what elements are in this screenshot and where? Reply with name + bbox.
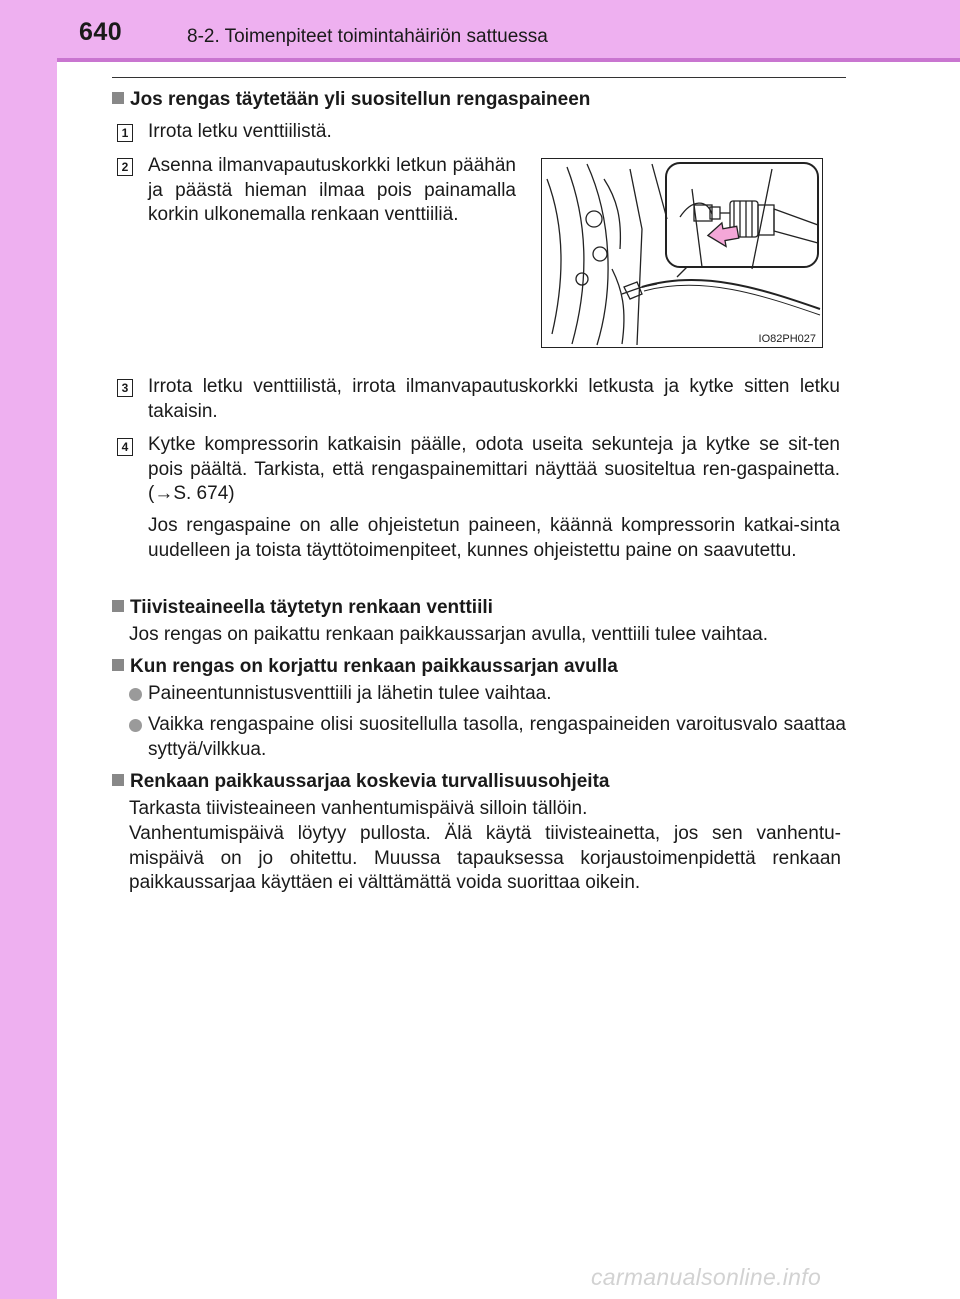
section-heading-safety [112,771,609,793]
square-bullet-icon [112,92,124,104]
page-number: 640 [79,18,123,46]
page-reference-link[interactable]: S. 674 [173,483,229,504]
step-2-text: Asenna ilmanvapautuskorkki letkun päähän ja päästä hieman ilmaa pois painamalla korkin ulkonemalla renkaan venttiiliä. [148,155,516,225]
step-4-text [148,433,840,507]
step-3-text: Irrota letku venttiilistä, irrota ilmanvapautuskorkki letkusta ja kytke sitten letku takaisin. [148,376,840,422]
valve-release-illustration [541,158,823,348]
step-1-text: Irrota letku venttiilistä. [148,121,332,142]
section-heading-text: Kun rengas on korjattu renkaan paikkaussarjan avulla [130,656,618,677]
square-bullet-icon [112,659,124,671]
side-color-band [0,0,57,1299]
section-heading-text: Jos rengas täytetään yli suositellun rengaspaineen [130,89,591,110]
step-number-1: 1 [117,124,133,142]
wheel-valve-drawing [542,159,822,347]
chapter-title: 8-2. Toimenpiteet toimintahäiriön sattuessa [187,26,548,47]
content-divider [112,77,846,78]
safety-paragraph: Vanhentumispäivä löytyy pullosta. Älä käytä tiivisteainetta, jos sen vanhentu-mispäivä on jo ohitettu. Muussa tapauksessa korjaustoimenpidettä renkaan paikkaussarjaa käyttäen ei välttämättä voida suorittaa oikein. [129,823,841,893]
bullet-text: Paineentunnistusventtiili ja lähetin tulee vaihtaa. [148,683,552,704]
square-bullet-icon [112,774,124,786]
round-bullet-icon [129,688,142,701]
reference-arrow-icon: → [154,483,174,504]
square-bullet-icon [112,600,124,612]
section-heading-repair-kit-used [112,656,618,678]
section-heading-over-inflation [112,89,590,111]
figure-code: IO82PH027 [758,333,816,345]
section-heading-text: Tiivisteaineella täytetyn renkaan venttiili [130,597,493,618]
section-heading-text: Renkaan paikkaussarjaa koskevia turvallisuusohjeita [130,771,610,792]
bullet-text: Vaikka rengaspaine olisi suositellulla tasolla, rengaspaineiden varoitusvalo saattaa syttyä/vilkkua. [148,714,846,760]
step-4-text-main: Kytke kompressorin katkaisin päälle, odota useita sekunteja ja kytke se sit-ten pois päältä. Tarkista, että rengaspainemittari näyttää suositeltua ren-gaspainetta. ( [148,434,840,504]
step-4-note: Jos rengaspaine on alle ohjeistetun paineen, käännä kompressorin katkai-sinta uudelleen ja toista täyttötoimenpiteet, kunnes ohjeistettu paine on saavutettu. [148,515,840,561]
step-4-text-close: ) [228,483,235,504]
step-number-3: 3 [117,379,133,397]
section-2-text: Jos rengas on paikattu renkaan paikkaussarjan avulla, venttiili tulee vaihtaa. [129,624,768,645]
step-number-2: 2 [117,158,133,176]
round-bullet-icon [129,719,142,732]
section-heading-sealant-valve [112,597,493,619]
header-rule [57,58,960,62]
safety-line-1: Tarkasta tiivisteaineen vanhentumispäivä silloin tällöin. [129,798,588,819]
watermark-text: carmanualsonline.info [591,1264,822,1290]
step-number-4: 4 [117,438,133,456]
